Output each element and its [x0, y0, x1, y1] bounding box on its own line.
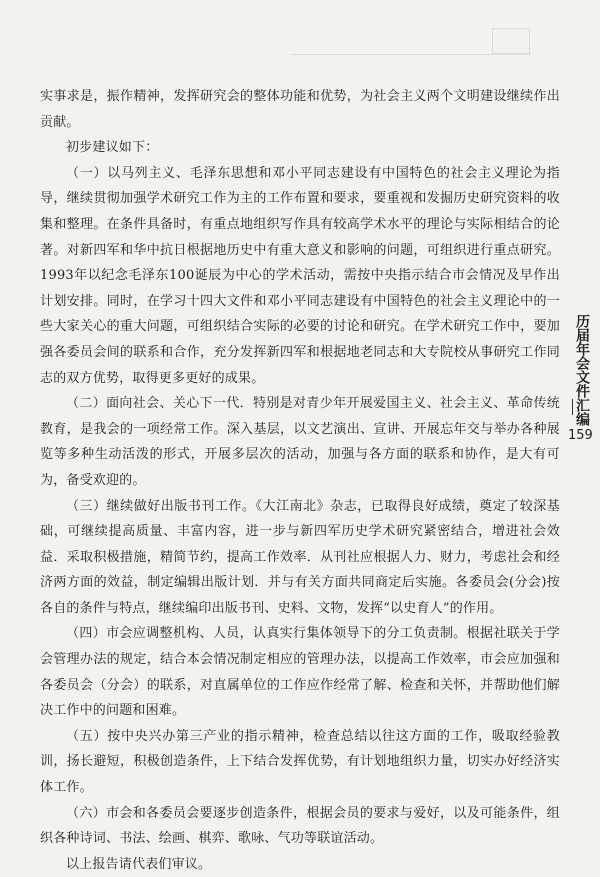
paragraph-item-4: （四）市会应调整机构、人员，认真实行集体领导下的分工负责制。根据社联关于学会管理办法的规定，结合本会情况制定相应的管理办法，以提高工作效率，市会应加强和各委员会（分会）的联系，对直属单位的工作应作经常了解、检查和关怀，并帮助他们解决工作中的问题和困难。	[40, 626, 560, 719]
paragraph-item-1: （一）以马列主义、毛泽东思想和邓小平同志建设有中国特色的社会主义理论为指导，继续贯彻加强学术研究工作为主的工作布置和要求，要重视和发掘历史研究资料的收集和整理。在条件具备时，有重点地组织写作具有较高学术水平的理论与实际相结合的论著。对新四军和华中抗日根据地历史中有重大意义和影响的问题，可组织进行重点研究。1993年以纪念毛泽东100诞辰为中心的学术活动，需按中央指示结合市会情况及早作出计划安排。同时，在学习十四大文件和邓小平同志建设有中国特色的社会主义理论中的一些大家关心的重大问题，可组织结合实际的必要的讨论和研究。在学术研究工作中，要加强各委员会间的联系和合作，充分发挥新四军和根据地老同志和大专院校从事研究工作同志的双方优势，取得更多更好的成果。	[40, 165, 560, 386]
body-text	[40, 84, 560, 877]
paragraph-closing: 以上报告请代表们审议。	[66, 856, 212, 872]
paragraph-intro: 初步建议如下：	[66, 140, 159, 156]
paragraph-item-6: （六）市会和各委员会要逐步创造条件，根据会员的要求与爱好，以及可能条件，组织各种诗词、书法、绘画、棋弈、歌咏、气功等联谊活动。	[40, 805, 560, 847]
running-title: 历届年会文件汇编	[574, 314, 590, 426]
show-through-header	[290, 28, 530, 62]
show-through-logo	[492, 28, 530, 54]
page-number: 159	[568, 428, 593, 443]
paragraph-item-2: （二）面向社会、关心下一代．特别是对青少年开展爱国主义、社会主义、革命传统教育，是我会的一项经常工作。深入基层，以文艺演出、宣讲、开展忘年交与举办各种展览等多种生动活泼的形式，开展多层次的活动，加强与各方面的联系和协作，是大有可为，备受欢迎的。	[40, 396, 560, 488]
paragraph-item-3: （三）继续做好出版书刊工作。《大江南北》杂志，已取得良好成绩，奠定了较深基础，可继续提高质量、丰富内容，进一步与新四军历史学术研究紧密结合，增进社会效益．采取积极措施，精简节约，提高工作效率．从刊社应根据人力、财力，考虑社会和经济两方面的效益，制定编辑出版计划．并与有关方面共同商定后实施。各委员会(分会)按各自的条件与特点，继续编印出版书刊、史料、文物，发挥“以史育人”的作用。	[40, 498, 560, 616]
running-title-rule	[572, 399, 573, 415]
paragraph-item-5: （五）按中央兴办第三产业的指示精神，检查总结以往这方面的工作，吸取经验教训，扬长避短，积极创造条件，上下结合发挥优势，有计划地组织力量，切实办好经济实体工作。	[40, 728, 560, 796]
show-through-rule	[290, 54, 530, 55]
paragraph-continuation: 实事求是，振作精神，发挥研究会的整体功能和优势，为社会主义两个文明建设继续作出贡献。	[40, 89, 560, 130]
